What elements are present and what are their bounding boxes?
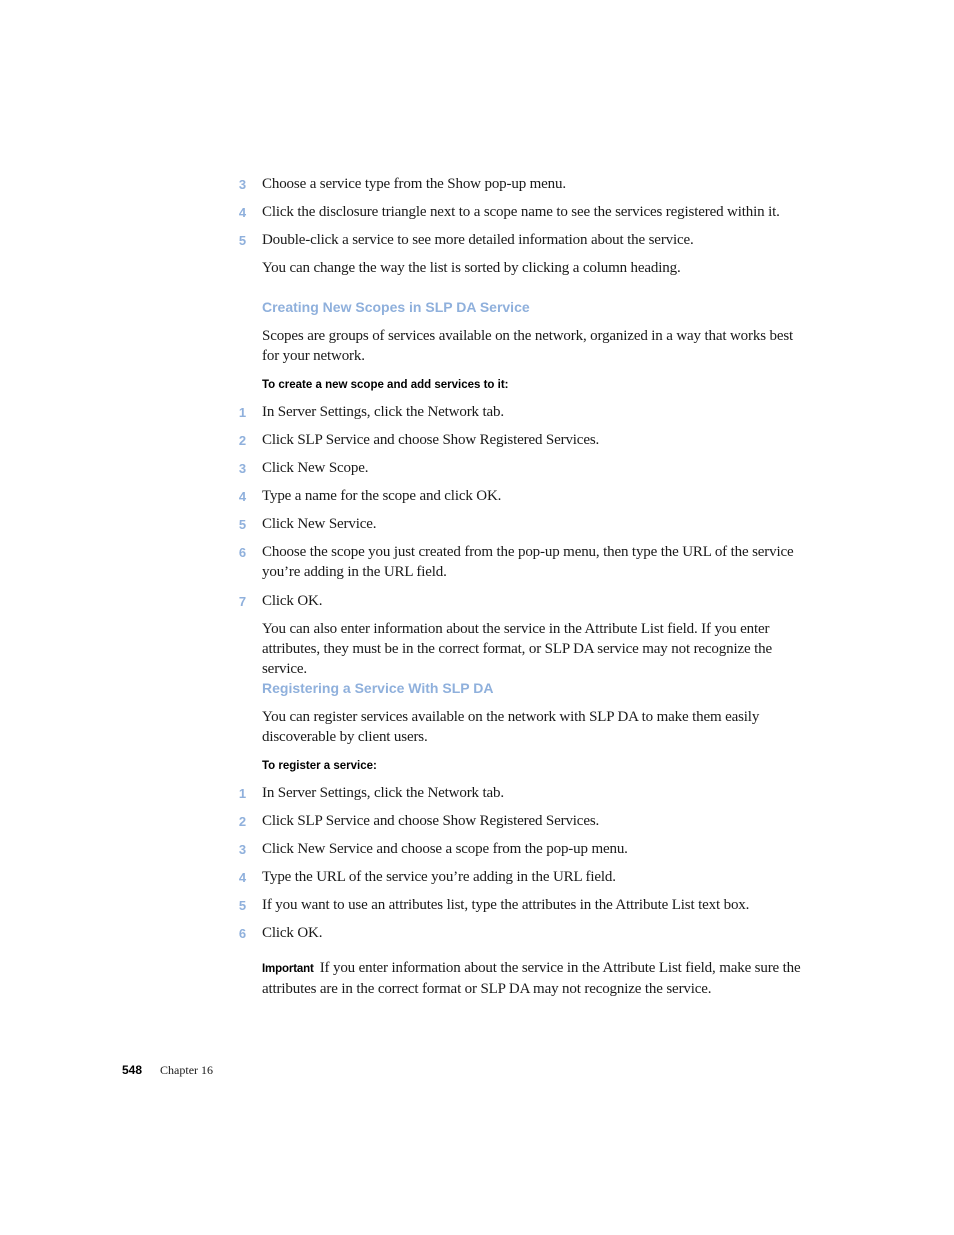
intro-paragraph: Scopes are groups of services available on the network, organized in a way that works best for your network. [262,328,794,364]
step-text: Click New Service and choose a scope from the pop-up menu. [262,841,628,857]
section-heading: Registering a Service With SLP DA [262,680,494,696]
step-text: Type the URL of the service you’re adding in the URL field. [262,869,616,885]
step-text: Click SLP Service and choose Show Registered Services. [262,813,600,829]
step-text: Click the disclosure triangle next to a scope name to see the services registered within it. [262,204,780,220]
step-number: 3 [238,461,246,476]
step-number: 5 [238,517,246,532]
step-text: Type a name for the scope and click OK. [262,488,502,504]
important-label: Important [262,963,314,975]
step-text: In Server Settings, click the Network tab. [262,785,504,801]
step-number: 6 [238,545,246,560]
note-paragraph: You can change the way the list is sorted by clicking a column heading. [262,260,681,276]
section-heading: Creating New Scopes in SLP DA Service [262,299,530,315]
step-text: If you want to use an attributes list, type the attributes in the Attribute List text box. [262,897,750,913]
step-number: 7 [238,594,246,609]
step-text: Double-click a service to see more detailed information about the service. [262,232,694,248]
step-text: Choose a service type from the Show pop-up menu. [262,176,566,192]
important-note [262,958,807,999]
task-heading: To create a new scope and add services to it: [262,379,509,391]
step-text: Click OK. [262,925,323,941]
step-text: Choose the scope you just created from the pop-up menu, then type the URL of the service you’re adding in the URL field. [262,544,794,580]
page-footer [122,1063,213,1078]
step-number: 3 [238,177,246,192]
step-text: Click OK. [262,593,323,609]
page-number: 548 [122,1063,143,1077]
step-number: 2 [238,814,246,829]
step-number: 6 [238,926,246,941]
important-text: If you enter information about the service in the Attribute List field, make sure the attributes are in the correct format or SLP DA may not recognize the service. [262,960,801,997]
step-text: Click New Scope. [262,460,369,476]
task-heading: To register a service: [262,760,377,772]
note-paragraph: You can also enter information about the service in the Attribute List field. If you enter attributes, they must be in the correct format, or SLP DA service may not recognize the service. [262,621,772,677]
step-number: 4 [238,205,246,220]
step-number: 4 [238,870,246,885]
step-number: 3 [238,842,246,857]
step-number: 2 [238,433,246,448]
step-number: 1 [238,405,246,420]
step-number: 5 [238,898,246,913]
step-number: 4 [238,489,246,504]
intro-paragraph: You can register services available on the network with SLP DA to make them easily discoverable by client users. [262,709,760,745]
step-text: Click SLP Service and choose Show Registered Services. [262,432,600,448]
step-number: 5 [238,233,246,248]
chapter-label: Chapter 16 [160,1063,214,1077]
step-number: 1 [238,786,246,801]
step-text: Click New Service. [262,516,377,532]
step-text: In Server Settings, click the Network tab. [262,404,504,420]
